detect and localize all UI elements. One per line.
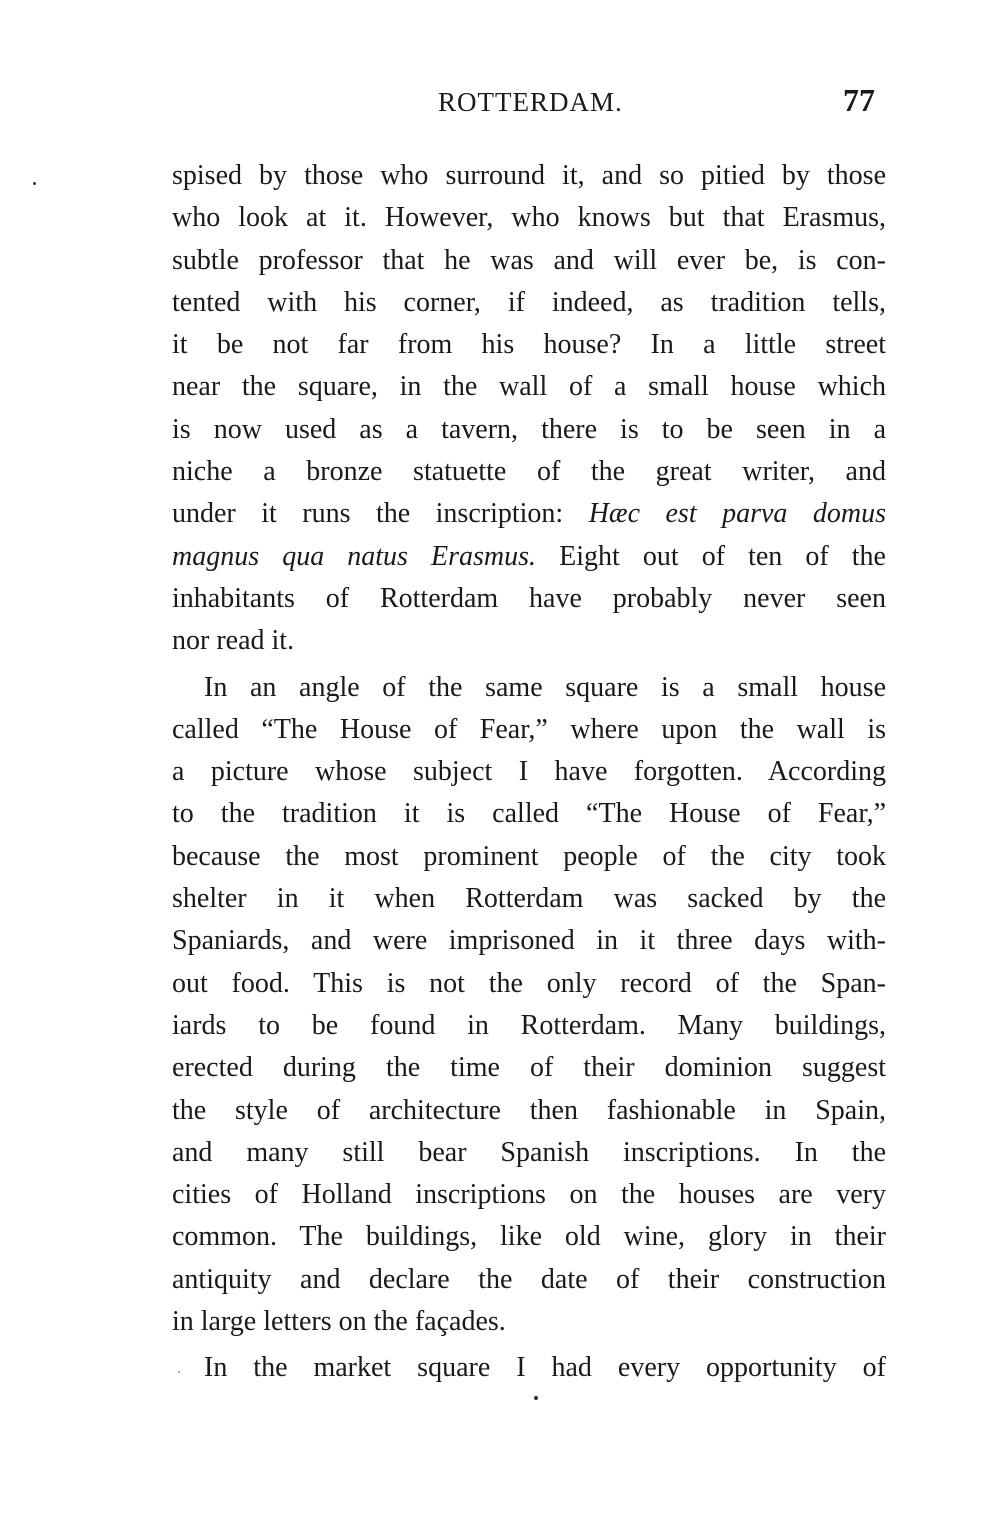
- text-run: and many still bear Spanish inscriptions. In the: [172, 1136, 886, 1168]
- text-line: [172, 493, 886, 535]
- text-line: [172, 1301, 886, 1343]
- text-line: [172, 793, 886, 835]
- running-head: [0, 82, 1000, 122]
- text-line: [172, 366, 886, 408]
- text-line: [172, 197, 886, 239]
- text-run: iards to be found in Rotterdam. Many buildings,: [172, 1009, 886, 1041]
- running-head-title: ROTTERDAM.: [438, 87, 623, 117]
- text-line: [172, 240, 886, 282]
- text-line: [172, 1132, 886, 1174]
- text-run: out food. This is not the only record of the Span-: [172, 967, 886, 999]
- text-run: spised by those who surround it, and so pitied by those: [172, 160, 886, 191]
- text-run: a picture whose subject I have forgotten. According: [172, 756, 886, 788]
- text-line: [172, 1005, 886, 1047]
- text-run: who look at it. However, who knows but that Erasmus,: [172, 202, 886, 234]
- text-run: subtle professor that he was and will ever be, is con-: [172, 244, 886, 276]
- text-run: erected during the time of their dominion suggest: [172, 1052, 886, 1084]
- text-line: [172, 1259, 886, 1301]
- ink-speck: [178, 1371, 180, 1373]
- text-run: niche a bronze statuette of the great writer, and: [172, 456, 886, 488]
- text-line: [172, 751, 886, 793]
- text-run: it be not far from his house? In a little street: [172, 329, 886, 361]
- text-line: [172, 709, 886, 751]
- text-run: inhabitants of Rotterdam have probably never seen: [172, 582, 886, 614]
- italic-inscription: Hæc est parva domus: [588, 498, 886, 530]
- text-run: nor read it.: [172, 625, 295, 657]
- text-run: Spaniards, and were imprisoned in it three days with-: [172, 925, 886, 957]
- text-line: [172, 963, 886, 1005]
- text-run: tented with his corner, if indeed, as tradition tells,: [172, 286, 886, 318]
- text-run: under it runs the inscription:: [172, 498, 589, 530]
- paragraph: [172, 155, 886, 663]
- paragraph: [172, 1347, 886, 1389]
- text-line: [172, 155, 886, 197]
- text-run: In the market square I had every opportunity of: [204, 1352, 886, 1384]
- text-line: [172, 836, 886, 878]
- text-run: cities of Holland inscriptions on the houses are very: [172, 1179, 886, 1211]
- text-run: shelter in it when Rotterdam was sacked by the: [172, 883, 886, 915]
- text-line: [172, 1047, 886, 1089]
- ink-speck: [534, 1396, 538, 1400]
- text-run: Eight out of ten of the: [536, 540, 886, 572]
- text-run: is now used as a tavern, there is to be seen in a: [172, 413, 886, 445]
- text-run: the style of architecture then fashionable in Spain,: [172, 1094, 886, 1126]
- text-line: [172, 451, 886, 493]
- text-line: [172, 536, 886, 578]
- text-run: because the most prominent people of the city took: [172, 840, 886, 872]
- text-line: [172, 920, 886, 962]
- italic-inscription: magnus qua natus Erasmus.: [172, 540, 537, 572]
- text-line: [172, 1216, 886, 1258]
- text-run: In an angle of the same square is a small house: [204, 671, 886, 703]
- page-number: 77: [843, 82, 875, 118]
- text-line: [172, 1347, 886, 1389]
- text-line: [172, 620, 886, 662]
- ink-speck: [33, 182, 36, 185]
- text-line: [172, 409, 886, 451]
- text-line: [172, 324, 886, 366]
- text-line: [172, 667, 886, 709]
- text-run: near the square, in the wall of a small house which: [172, 371, 886, 403]
- body-text: [172, 155, 886, 1390]
- text-line: [172, 282, 886, 324]
- text-run: to the tradition it is called “The House of Fear,”: [172, 798, 886, 830]
- text-run: called “The House of Fear,” where upon the wall is: [172, 713, 886, 745]
- text-run: antiquity and declare the date of their construction: [172, 1263, 886, 1295]
- text-line: [172, 1174, 886, 1216]
- text-run: in large letters on the façades.: [172, 1306, 506, 1338]
- text-line: [172, 1090, 886, 1132]
- text-line: [172, 878, 886, 920]
- text-line: [172, 578, 886, 620]
- text-run: common. The buildings, like old wine, glory in their: [172, 1221, 886, 1253]
- paragraph: [172, 667, 886, 1344]
